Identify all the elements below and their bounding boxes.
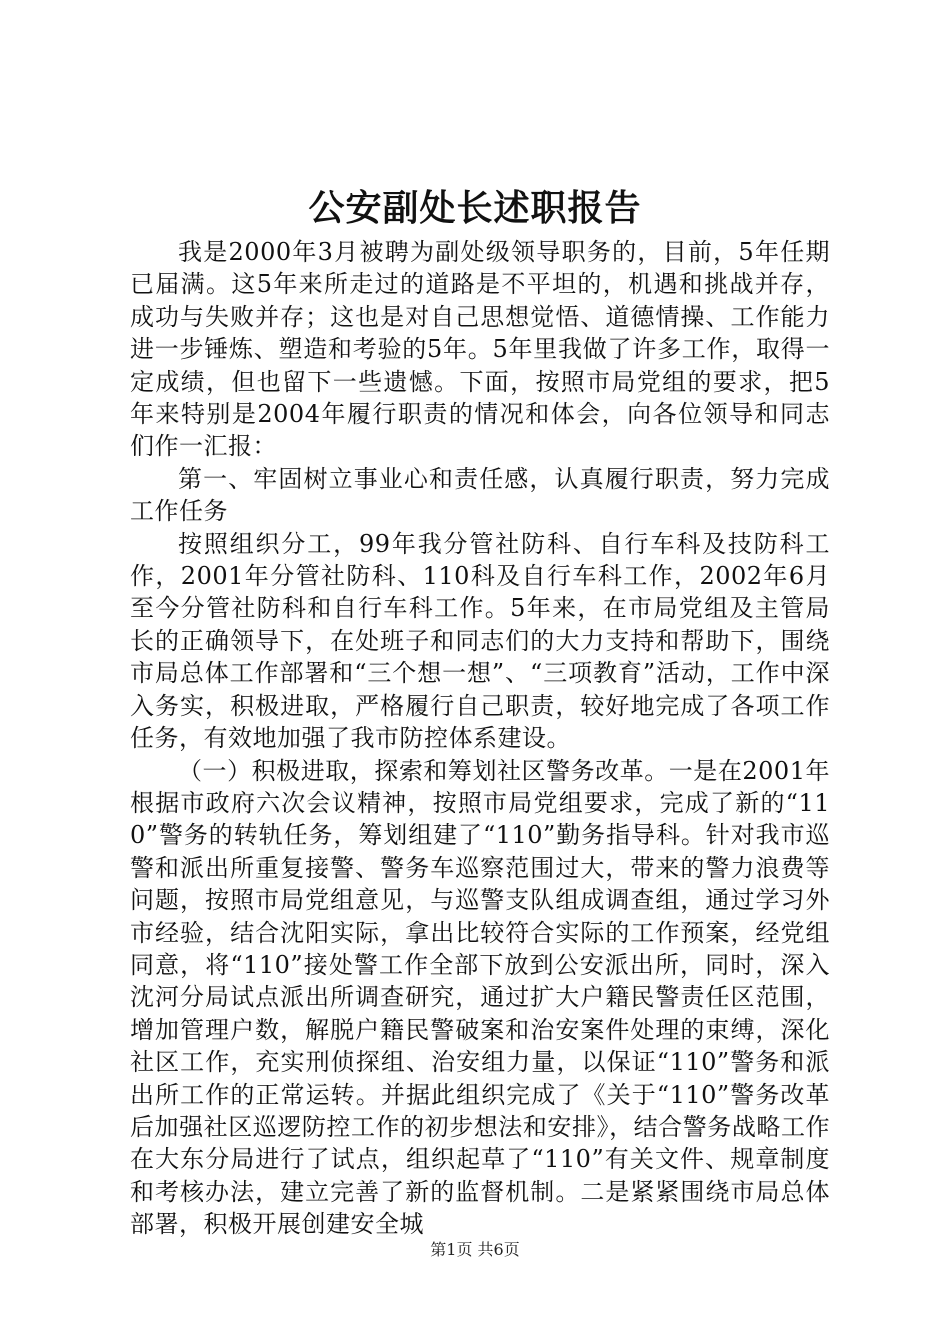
page-footer: 第1页 共6页 bbox=[430, 1240, 520, 1259]
paragraph-duties: 按照组织分工，99年我分管社防科、自行车科及技防科工作，2001年分管社防科、110科及自行车科工作，2002年6月至今分管社防科和自行车科工作。5年来，在市局党组及主管局长的正确领导下，在处班子和同志们的大力支持和帮助下，围绕市局总体工作部署和“三个想一想”、“三项教育”活动，工作中深入务实，积极进取，严格履行自己职责，较好地完成了各项工作任务，有效地加强了我市防控体系建设。 bbox=[130, 529, 830, 753]
paragraph-intro: 我是2000年3月被聘为副处级领导职务的，目前，5年任期已届满。这5年来所走过的道路是不平坦的，机遇和挑战并存，成功与失败并存；这也是对自己思想觉悟、道德情操、工作能力进一步锤炼、塑造和考验的5年。5年里我做了许多工作，取得一定成绩，但也留下一些遗憾。下面，按照市局党组的要求，把5年来特别是2004年履行职责的情况和体会，向各位领导和同志们作一汇报： bbox=[130, 238, 830, 461]
paragraph-section-heading: 第一、牢固树立事业心和责任感，认真履行职责，努力完成工作任务 bbox=[130, 464, 830, 526]
paragraph-reform: （一）积极进取，探索和筹划社区警务改革。一是在2001年根据市政府六次会议精神，按照市局党组要求，完成了新的“110”警务的转轨任务，筹划组建了“110”勤务指导科。针对我市巡警和派出所重复接警、警务车巡察范围过大，带来的警力浪费等问题，按照市局党组意见，与巡警支队组成调查组，通过学习外市经验，结合沈阳实际，拿出比较符合实际的工作预案，经党组同意，将“110”接处警工作全部下放到公安派出所，同时，深入沈河分局试点派出所调查研究，通过扩大户籍民警责任区范围，增加管理户数，解脱户籍民警破案和治安案件处理的束缚，深化社区工作，充实刑侦探组、治安组力量，以保证“110”警务和派出所工作的正常运转。并据此组织完成了《关于“110”警务改革后加强社区巡逻防控工作的初步想法和安排》，结合警务战略工作在大东分局进行了试点，组织起草了“110”有关文件、规章制度和考核办法，建立完善了新的监督机制。二是紧紧围绕市局总体部署，积极开展创建安全城 bbox=[130, 756, 830, 1239]
document-title: 公安副处长述职报告 bbox=[308, 187, 642, 229]
document-body bbox=[130, 236, 830, 1241]
